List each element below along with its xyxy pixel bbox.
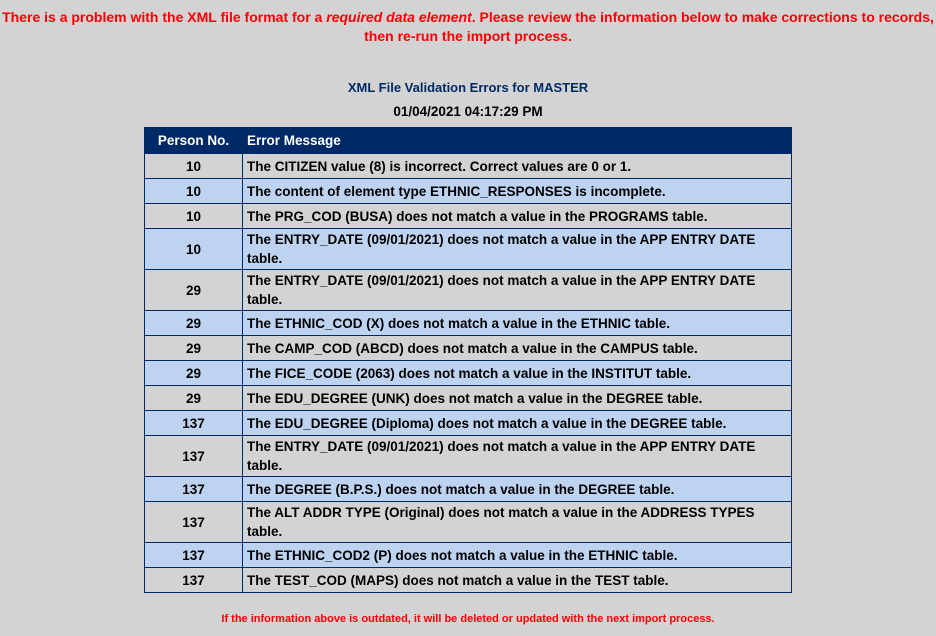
table-row: [145, 436, 792, 477]
validation-errors-table: [144, 127, 792, 593]
person-no-cell: 137: [145, 568, 243, 593]
column-header-person-no: Person No.: [145, 128, 243, 154]
person-no-cell: 29: [145, 361, 243, 386]
error-message-cell: The FICE_CODE (2063) does not match a value in the INSTITUT table.: [243, 361, 792, 386]
person-no-cell: 10: [145, 204, 243, 229]
error-message-cell: The PRG_COD (BUSA) does not match a value in the PROGRAMS table.: [243, 204, 792, 229]
report-datetime: 01/04/2021 04:17:29 PM: [393, 104, 543, 119]
error-notice: [0, 8, 936, 46]
error-message-cell: The ENTRY_DATE (09/01/2021) does not match a value in the APP ENTRY DATE table.: [243, 270, 792, 311]
person-no-cell: 137: [145, 502, 243, 543]
person-no-cell: 29: [145, 311, 243, 336]
error-message-cell: The CITIZEN value (8) is incorrect. Correct values are 0 or 1.: [243, 154, 792, 179]
error-message-cell: The ETHNIC_COD2 (P) does not match a value in the ETHNIC table.: [243, 543, 792, 568]
table-row: [145, 336, 792, 361]
person-no-cell: 137: [145, 411, 243, 436]
notice-emphasis: required data element: [326, 9, 472, 25]
error-message-cell: The ENTRY_DATE (09/01/2021) does not match a value in the APP ENTRY DATE table.: [243, 229, 792, 270]
error-message-cell: The ETHNIC_COD (X) does not match a value in the ETHNIC table.: [243, 311, 792, 336]
person-no-cell: 137: [145, 436, 243, 477]
table-row: [145, 543, 792, 568]
person-no-cell: 10: [145, 154, 243, 179]
table-row: [145, 311, 792, 336]
outdated-info-footer: If the information above is outdated, it will be deleted or updated with the next import process.: [221, 613, 715, 625]
error-message-cell: The ALT ADDR TYPE (Original) does not match a value in the ADDRESS TYPES table.: [243, 502, 792, 543]
table-row: [145, 411, 792, 436]
person-no-cell: 29: [145, 270, 243, 311]
column-header-error-message: Error Message: [243, 128, 792, 154]
table-row: [145, 204, 792, 229]
error-message-cell: The EDU_DEGREE (UNK) does not match a value in the DEGREE table.: [243, 386, 792, 411]
table-header-row: [145, 128, 792, 154]
person-no-cell: 137: [145, 477, 243, 502]
report-title: XML File Validation Errors for MASTER: [347, 80, 589, 95]
table-row: [145, 568, 792, 593]
table-row: [145, 502, 792, 543]
table-row: [145, 386, 792, 411]
table-row: [145, 477, 792, 502]
error-message-cell: The content of element type ETHNIC_RESPONSES is incomplete.: [243, 179, 792, 204]
table-row: [145, 229, 792, 270]
person-no-cell: 137: [145, 543, 243, 568]
table-row: [145, 154, 792, 179]
notice-text-part1: There is a problem with the XML file format for a: [2, 9, 327, 25]
error-message-cell: The CAMP_COD (ABCD) does not match a value in the CAMPUS table.: [243, 336, 792, 361]
person-no-cell: 10: [145, 179, 243, 204]
person-no-cell: 29: [145, 336, 243, 361]
notice-text-part2: . Please review the information below to make corrections to records, then re-run the import process.: [364, 9, 934, 44]
person-no-cell: 29: [145, 386, 243, 411]
table-row: [145, 361, 792, 386]
error-message-cell: The DEGREE (B.P.S.) does not match a value in the DEGREE table.: [243, 477, 792, 502]
error-message-cell: The TEST_COD (MAPS) does not match a value in the TEST table.: [243, 568, 792, 593]
table-row: [145, 179, 792, 204]
table-row: [145, 270, 792, 311]
error-message-cell: The EDU_DEGREE (Diploma) does not match a value in the DEGREE table.: [243, 411, 792, 436]
person-no-cell: 10: [145, 229, 243, 270]
error-message-cell: The ENTRY_DATE (09/01/2021) does not match a value in the APP ENTRY DATE table.: [243, 436, 792, 477]
